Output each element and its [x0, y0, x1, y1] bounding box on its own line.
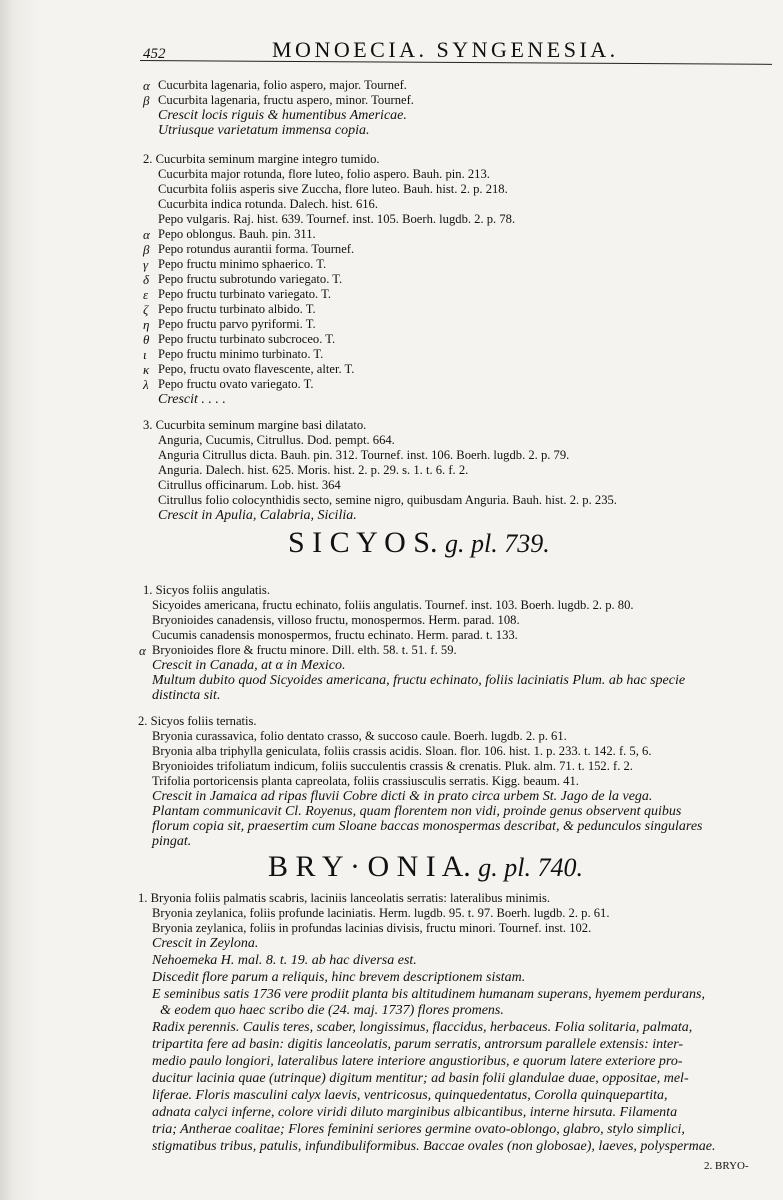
- catchword: 2. BRYO-: [704, 1160, 749, 1172]
- text-line: Pepo fructu turbinato variegato. T.: [158, 287, 331, 301]
- text-line: Pepo fructu parvo pyriformi. T.: [158, 317, 316, 331]
- variety-marker: κ: [143, 362, 150, 377]
- genus-name: B R Y · O N I A.: [268, 850, 479, 883]
- text-line: 2. Cucurbita seminum margine integro tumido.: [143, 152, 380, 166]
- text-line: Pepo fructu minimo turbinato. T.: [158, 347, 324, 361]
- text-line: Cucurbita indica rotunda. Dalech. hist. 616.: [158, 197, 378, 211]
- text-line: pingat.: [152, 834, 192, 849]
- page-number: 452: [143, 46, 166, 62]
- text-line: Crescit in Apulia, Calabria, Sicilia.: [158, 508, 357, 523]
- text-line: Cucurbita lagenaria, fructu aspero, minor. Tournef.: [158, 93, 414, 107]
- text-line: 1. Sicyos foliis angulatis.: [143, 583, 270, 597]
- text-line: Pepo vulgaris. Raj. hist. 639. Tournef. inst. 105. Boerh. lugdb. 2. p. 78.: [158, 212, 516, 226]
- text-line: 1. Bryonia foliis palmatis scabris, laciniis lanceolatis serratis: lateralibus minimis.: [138, 891, 551, 905]
- text-line: Cucurbita major rotunda, flore luteo, folio aspero. Bauh. pin. 213.: [158, 167, 490, 181]
- text-line: Citrullus officinarum. Lob. hist. 364: [158, 478, 341, 492]
- text-line: Pepo fructu turbinato albido. T.: [158, 302, 316, 316]
- variety-marker: ι: [143, 347, 147, 362]
- text-line: Multum dubito quod Sicyoides americana, fructu echinato, foliis laciniatis Plum. ab hac specie: [152, 673, 686, 688]
- genus-reference: g. pl. 740.: [478, 853, 584, 882]
- variety-marker: α: [139, 643, 146, 658]
- text-line: Crescit in Canada, at α in Mexico.: [152, 658, 346, 673]
- text-line: liferae. Floris masculini calyx laevis, ventricosus, quinquedentatus, Corolla quinquepartita,: [152, 1088, 668, 1103]
- text-line: Bryonia zeylanica, foliis in profundas lacinias divisis, fructu minori. Tournef. inst. 102.: [152, 921, 592, 935]
- text-line: Pepo fructu subrotundo variegato. T.: [158, 272, 343, 286]
- text-line: Citrullus folio colocynthidis secto, semine nigro, quibusdam Anguria. Bauh. hist. 2. p. 235.: [158, 493, 617, 507]
- text-line: E seminibus satis 1736 vere prodiit planta bis altitudinem humanam superans, hyemem perdurans,: [152, 987, 705, 1002]
- text-line: Pepo rotundus aurantii forma. Tournef.: [158, 242, 355, 256]
- genus-name: S I C Y O S.: [288, 526, 445, 559]
- text-line: ducitur lacinia quae (utrinque) digitum mentitur; ad basin folii glandulae duae, oppositae, mel-: [152, 1071, 689, 1086]
- text-line: Pepo oblongus. Bauh. pin. 311.: [158, 227, 316, 241]
- text-line: Radix perennis. Caulis teres, scaber, longissimus, flaccidus, herbaceus. Folia solitaria, palmata,: [152, 1020, 693, 1035]
- text-line: Pepo fructu minimo sphaerico. T.: [158, 257, 327, 271]
- text-line: Bryonioides flore & fructu minore. Dill. elth. 58. t. 51. f. 59.: [152, 643, 457, 657]
- variety-marker: δ: [143, 272, 150, 287]
- text-line: Anguria Citrullus dicta. Bauh. pin. 312. Tournef. inst. 106. Boerh. lugdb. 2. p. 79.: [158, 448, 570, 462]
- text-line: Bryonia curassavica, folio dentato crasso, & succoso caule. Boerh. lugdb. 2. p. 61.: [152, 729, 567, 743]
- text-line: 3. Cucurbita seminum margine basi dilatato.: [143, 418, 367, 432]
- text-line: Crescit in Jamaica ad ripas fluvii Cobre dicti & in prato circa urbem St. Jago de la vega.: [152, 789, 653, 804]
- text-line: Pepo fructu ovato variegato. T.: [158, 377, 314, 391]
- variety-marker: ε: [143, 287, 149, 302]
- text-line: Nehoemeka H. mal. 8. t. 19. ab hac diversa est.: [152, 953, 417, 968]
- variety-marker: η: [143, 317, 150, 332]
- variety-marker: ζ: [143, 302, 149, 317]
- text-line: Crescit . . . .: [158, 392, 226, 407]
- variety-marker: α: [143, 227, 150, 242]
- text-line: Cucumis canadensis monospermos, fructu echinato. Herm. parad. t. 133.: [152, 628, 518, 642]
- text-line: Plantam communicavit Cl. Royenus, quam florentem non vidi, proinde genus observent quibus: [152, 804, 682, 819]
- variety-marker: λ: [143, 377, 149, 392]
- variety-marker: β: [143, 93, 150, 108]
- text-line: tria; Antherae coalitae; Flores feminini seriores germine ovato-oblongo, glabro, stylo simplici,: [152, 1122, 685, 1137]
- text-line: Bryonioides trifoliatum indicum, foliis succulentis crassis & crenatis. Pluk. alm. 71. t. 152. f. 2.: [152, 759, 633, 773]
- text-line: florum copia sit, praesertim cum Sloane baccas monospermas describat, & pedunculos singulares: [152, 819, 703, 834]
- text-line: & eodem quo haec scribo die (24. maj. 1737) flores promens.: [160, 1003, 504, 1018]
- variety-marker: β: [143, 242, 150, 257]
- text-line: Bryonia zeylanica, foliis profunde laciniatis. Herm. lugdb. 95. t. 97. Boerh. lugdb. 2. p. 61.: [152, 906, 610, 920]
- genus-heading: [288, 526, 550, 560]
- text-line: Anguria, Cucumis, Citrullus. Dod. pempt. 664.: [158, 433, 395, 447]
- text-line: Cucurbita lagenaria, folio aspero, major. Tournef.: [158, 78, 407, 92]
- text-line: Utriusque varietatum immensa copia.: [158, 123, 370, 138]
- text-line: distincta sit.: [152, 688, 221, 703]
- text-line: Crescit in Zeylona.: [152, 936, 259, 951]
- genus-reference: g. pl. 739.: [444, 529, 550, 558]
- text-line: Pepo fructu turbinato subcroceo. T.: [158, 332, 336, 346]
- text-line: 2. Sicyos foliis ternatis.: [138, 714, 257, 728]
- running-title: MONOECIA. SYNGENESIA.: [272, 37, 619, 62]
- text-line: Pepo, fructu ovato flavescente, alter. T.: [158, 362, 355, 376]
- genus-heading: [268, 850, 583, 884]
- text-line: Bryonia alba triphylla geniculata, foliis crassis acidis. Sloan. flor. 106. hist. 1. p. 233. t. 142. f. 5, 6.: [152, 744, 652, 758]
- text-line: medio paulo longiori, lateralibus latere interiore angustioribus, e quorum latere exteriore pro-: [152, 1054, 683, 1069]
- variety-marker: θ: [143, 332, 150, 347]
- text-line: Trifolia portoricensis planta capreolata, foliis crassiusculis serratis. Kigg. beaum. 41.: [152, 774, 579, 788]
- variety-marker: γ: [143, 257, 149, 272]
- text-line: Anguria. Dalech. hist. 625. Moris. hist. 2. p. 29. s. 1. t. 6. f. 2.: [158, 463, 469, 477]
- text-line: Crescit locis riguis & humentibus Americae.: [158, 108, 407, 123]
- variety-marker: α: [143, 78, 150, 93]
- text-line: adnata calyci inferne, colore viridi diluto marginibus albicantibus, interne hirsuta. Filamenta: [152, 1105, 678, 1120]
- text-line: Bryonioides canadensis, villoso fructu, monospermos. Herm. parad. 108.: [152, 613, 520, 627]
- text-line: stigmatibus tribus, patulis, infundibuliformibus. Baccae ovales (non globosae), laeves, polyspermae.: [152, 1139, 716, 1154]
- text-line: tripartita fere ad basin: digitis lanceolatis, parum serratis, antrorsum parallele extensis: inter-: [152, 1037, 684, 1052]
- text-line: Cucurbita foliis asperis sive Zuccha, flore luteo. Bauh. hist. 2. p. 218.: [158, 182, 508, 196]
- text-line: Discedit flore parum a reliquis, hinc brevem descriptionem sistam.: [152, 970, 526, 985]
- text-line: Sicyoides americana, fructu echinato, foliis angulatis. Tournef. inst. 103. Boerh. lugdb. 2. p. 80.: [152, 598, 634, 612]
